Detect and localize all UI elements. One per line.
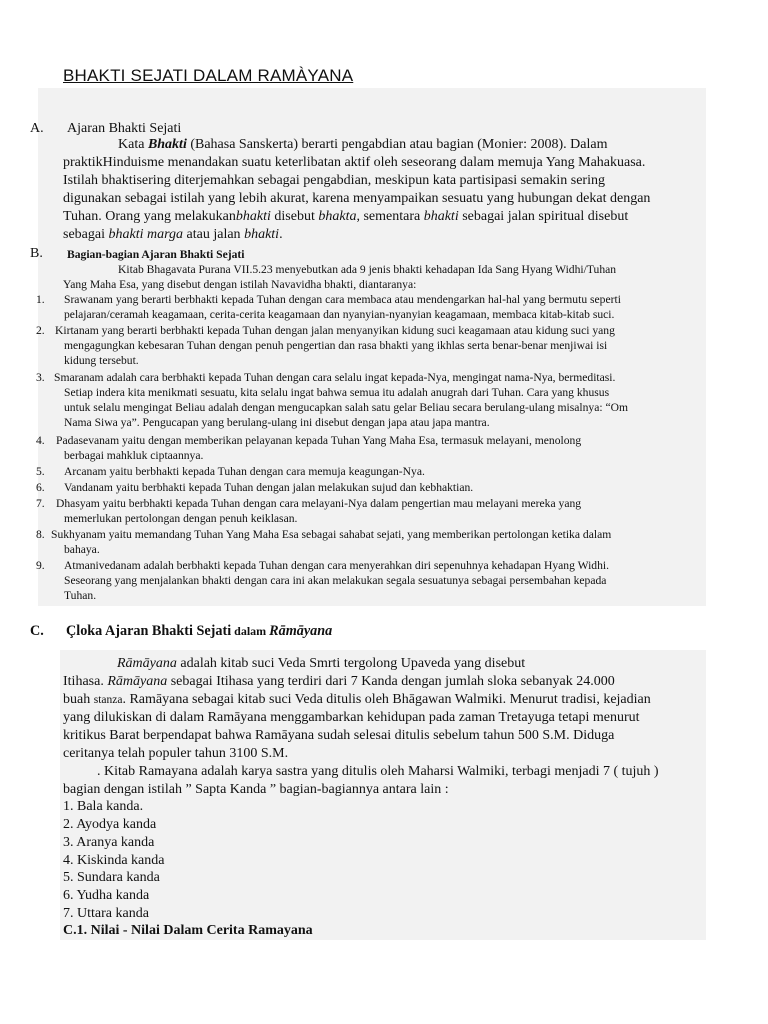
section-a-line-4: digunakan sebagai istilah yang lebih akurat, karena menyampaikan sesuatu yang hubungan dekat dengan [63, 191, 651, 206]
section-c-line-2: Itihasa. Rāmāyana sebagai Itihasa yang terdiri dari 7 Kanda dengan jumlah sloka sebanyak 24.000 [63, 674, 615, 689]
section-c1-subheading: C.1. Nilai - Nilai Dalam Cerita Ramayana [63, 923, 313, 938]
section-a-line-6: sebagai bhakti marga atau jalan bhakti. [63, 227, 283, 242]
list-item: Vandanam yaitu berbhakti kepada Tuhan dengan jalan melakukan sujud dan kebhaktian. [64, 481, 474, 494]
section-b-heading: Bagian-bagian Ajaran Bhakti Sejati [67, 248, 245, 261]
kanda-list-item: 7. Uttara kanda [63, 906, 149, 921]
section-b-intro-1: Kitab Bhagavata Purana VII.5.23 menyebutkan ada 9 jenis bhakti kehadapan Ida Sang Hyang Widhi/Tuhan [118, 263, 617, 276]
kanda-list-item: 3. Aranya kanda [63, 835, 155, 850]
list-item-number: 2. [36, 324, 45, 337]
section-a-line-3: Istilah bhaktisering diterjemahkan sebagai pengabdian, meskipun kata partisipasi semakin sering [63, 173, 605, 188]
section-a-heading: Ajaran Bhakti Sejati [67, 121, 182, 136]
document-title: BHAKTI SEJATI DALAM RAMÀYANA [63, 66, 354, 85]
list-item: pelajaran/ceramah keagamaan, cerita-cerita keagamaan dan nyanyian-nyanyian keagamaan, membaca kitab-kitab suci. [64, 308, 615, 321]
list-item-number: 4. [36, 434, 45, 447]
list-item-number: 3. [36, 371, 45, 384]
section-c-line-5: kritikus Barat berpendapat bahwa Ramāyana sudah selesai ditulis sebelum tahun 500 S.M. Diduga [63, 728, 615, 743]
list-item-number: 5. [36, 465, 45, 478]
list-item-number: 1. [36, 293, 45, 306]
list-item: untuk selalu mengingat Beliau adalah dengan mengucapkan salah satu gelar Beliau secara berulang-ulang misalnya: “Om [64, 401, 629, 414]
list-item: berbagai mahkluk ciptaannya. [64, 449, 204, 462]
section-c-line-1: Rāmāyana adalah kitab suci Veda Smrti tergolong Upaveda yang disebut [117, 656, 526, 671]
section-c-para2-line-1: . Kitab Ramayana adalah karya sastra yang ditulis oleh Maharsi Walmiki, terbagi menjadi 7 ( tujuh ) [97, 764, 659, 779]
kanda-list-item: 2. Ayodya kanda [63, 817, 157, 832]
list-item: bahaya. [64, 543, 100, 556]
list-item: kidung tersebut. [64, 354, 139, 367]
list-item-number: 8. [36, 528, 45, 541]
list-item: Nama Siwa ya”. Pengucapan yang berulang-ulang ini disebut dengan japa atau japa mantra. [64, 416, 490, 429]
list-item: memerlukan pertolongan dengan penuh keiklasan. [64, 512, 298, 525]
list-item: Setiap indera kita menikmati sesuatu, kita selalu ingat bahwa semua itu adalah anugrah dari Tuhan. Cara yang khusus [64, 386, 610, 399]
kanda-list-item: 5. Sundara kanda [63, 870, 160, 885]
kanda-list-item: 6. Yudha kanda [63, 888, 150, 903]
list-item: Arcanam yaitu berbhakti kepada Tuhan dengan cara memuja keagungan-Nya. [64, 465, 425, 478]
list-item: Dhasyam yaitu berbhakti kepada Tuhan dengan cara melayani-Nya dalam pengertian mau melayani mereka yang [56, 497, 582, 510]
section-c-line-3: buah stanza. Ramāyana sebagai kitab suci Veda ditulis oleh Bhāgawan Walmiki. Menurut tradisi, kejadian [63, 692, 651, 707]
list-item: Kirtanam yang berarti berbhakti kepada Tuhan dengan jalan menyanyikan kidung suci keagamaan atau kidung suci yang [55, 324, 615, 337]
section-b-marker: B. [30, 246, 43, 261]
kanda-list-item: 4. Kiskinda kanda [63, 853, 165, 868]
list-item: Tuhan. [64, 589, 97, 602]
list-item-number: 7. [36, 497, 45, 510]
section-c-marker: C. [30, 623, 44, 639]
list-item: Smaranam adalah cara berbhakti kepada Tuhan dengan cara selalu ingat kepada-Nya, mengingat nama-Nya, bermeditasi. [54, 371, 616, 384]
list-item-number: 9. [36, 559, 45, 572]
section-a-line-5: Tuhan. Orang yang melakukanbhakti disebut bhakta, sementara bhakti sebagai jalan spiritual disebut [63, 209, 629, 224]
section-a-line-1: Kata Bhakti (Bahasa Sanskerta) berarti pengabdian atau bagian (Monier: 2008). Dalam [118, 137, 608, 152]
list-item-number: 6. [36, 481, 45, 494]
section-c-line-6: ceritanya telah populer tahun 3100 S.M. [63, 746, 289, 761]
section-c-line-4: yang dilukiskan di dalam Ramāyana menggambarkan kehidupan pada zaman Tretayuga tetapi menurut [63, 710, 640, 725]
section-c-heading: Çloka Ajaran Bhakti Sejati dalam Rāmāyana [66, 623, 333, 639]
list-item: Srawanam yang berarti berbhakti kepada Tuhan dengan cara membaca atau mendengarkan hal-hal yang bermutu seperti [64, 293, 621, 306]
section-a-marker: A. [30, 121, 44, 136]
section-c-para2-line-2: bagian dengan istilah ” Sapta Kanda ” bagian-bagiannya antara lain : [63, 782, 449, 797]
section-a-line-2: praktikHinduisme menandakan suatu keterlibatan aktif oleh seseorang dalam memuja Yang Mahakuasa. [63, 155, 646, 170]
list-item: mengagungkan kebesaran Tuhan dengan penuh pengertian dan rasa bhakti yang ikhlas serta benar-benar menjiwai isi [64, 339, 608, 352]
list-item: Sukhyanam yaitu memandang Tuhan Yang Maha Esa sebagai sahabat sejati, yang memberikan pertolongan ketika dalam [51, 528, 612, 541]
list-item: Padasevanam yaitu dengan memberikan pelayanan kepada Tuhan Yang Maha Esa, termasuk melayani, menolong [56, 434, 582, 447]
list-item: Atmanivedanam adalah berbhakti kepada Tuhan dengan cara menyerahkan diri sepenuhnya kehadapan Hyang Widhi. [64, 559, 610, 572]
section-b-intro-2: Yang Maha Esa, yang disebut dengan istilah Navavidha bhakti, diantaranya: [63, 278, 417, 291]
list-item: Seseorang yang menjalankan bhakti dengan cara ini akan melakukan segala sesuatunya sebagai persembahan kepada [64, 574, 607, 587]
kanda-list-item: 1. Bala kanda. [63, 799, 144, 814]
